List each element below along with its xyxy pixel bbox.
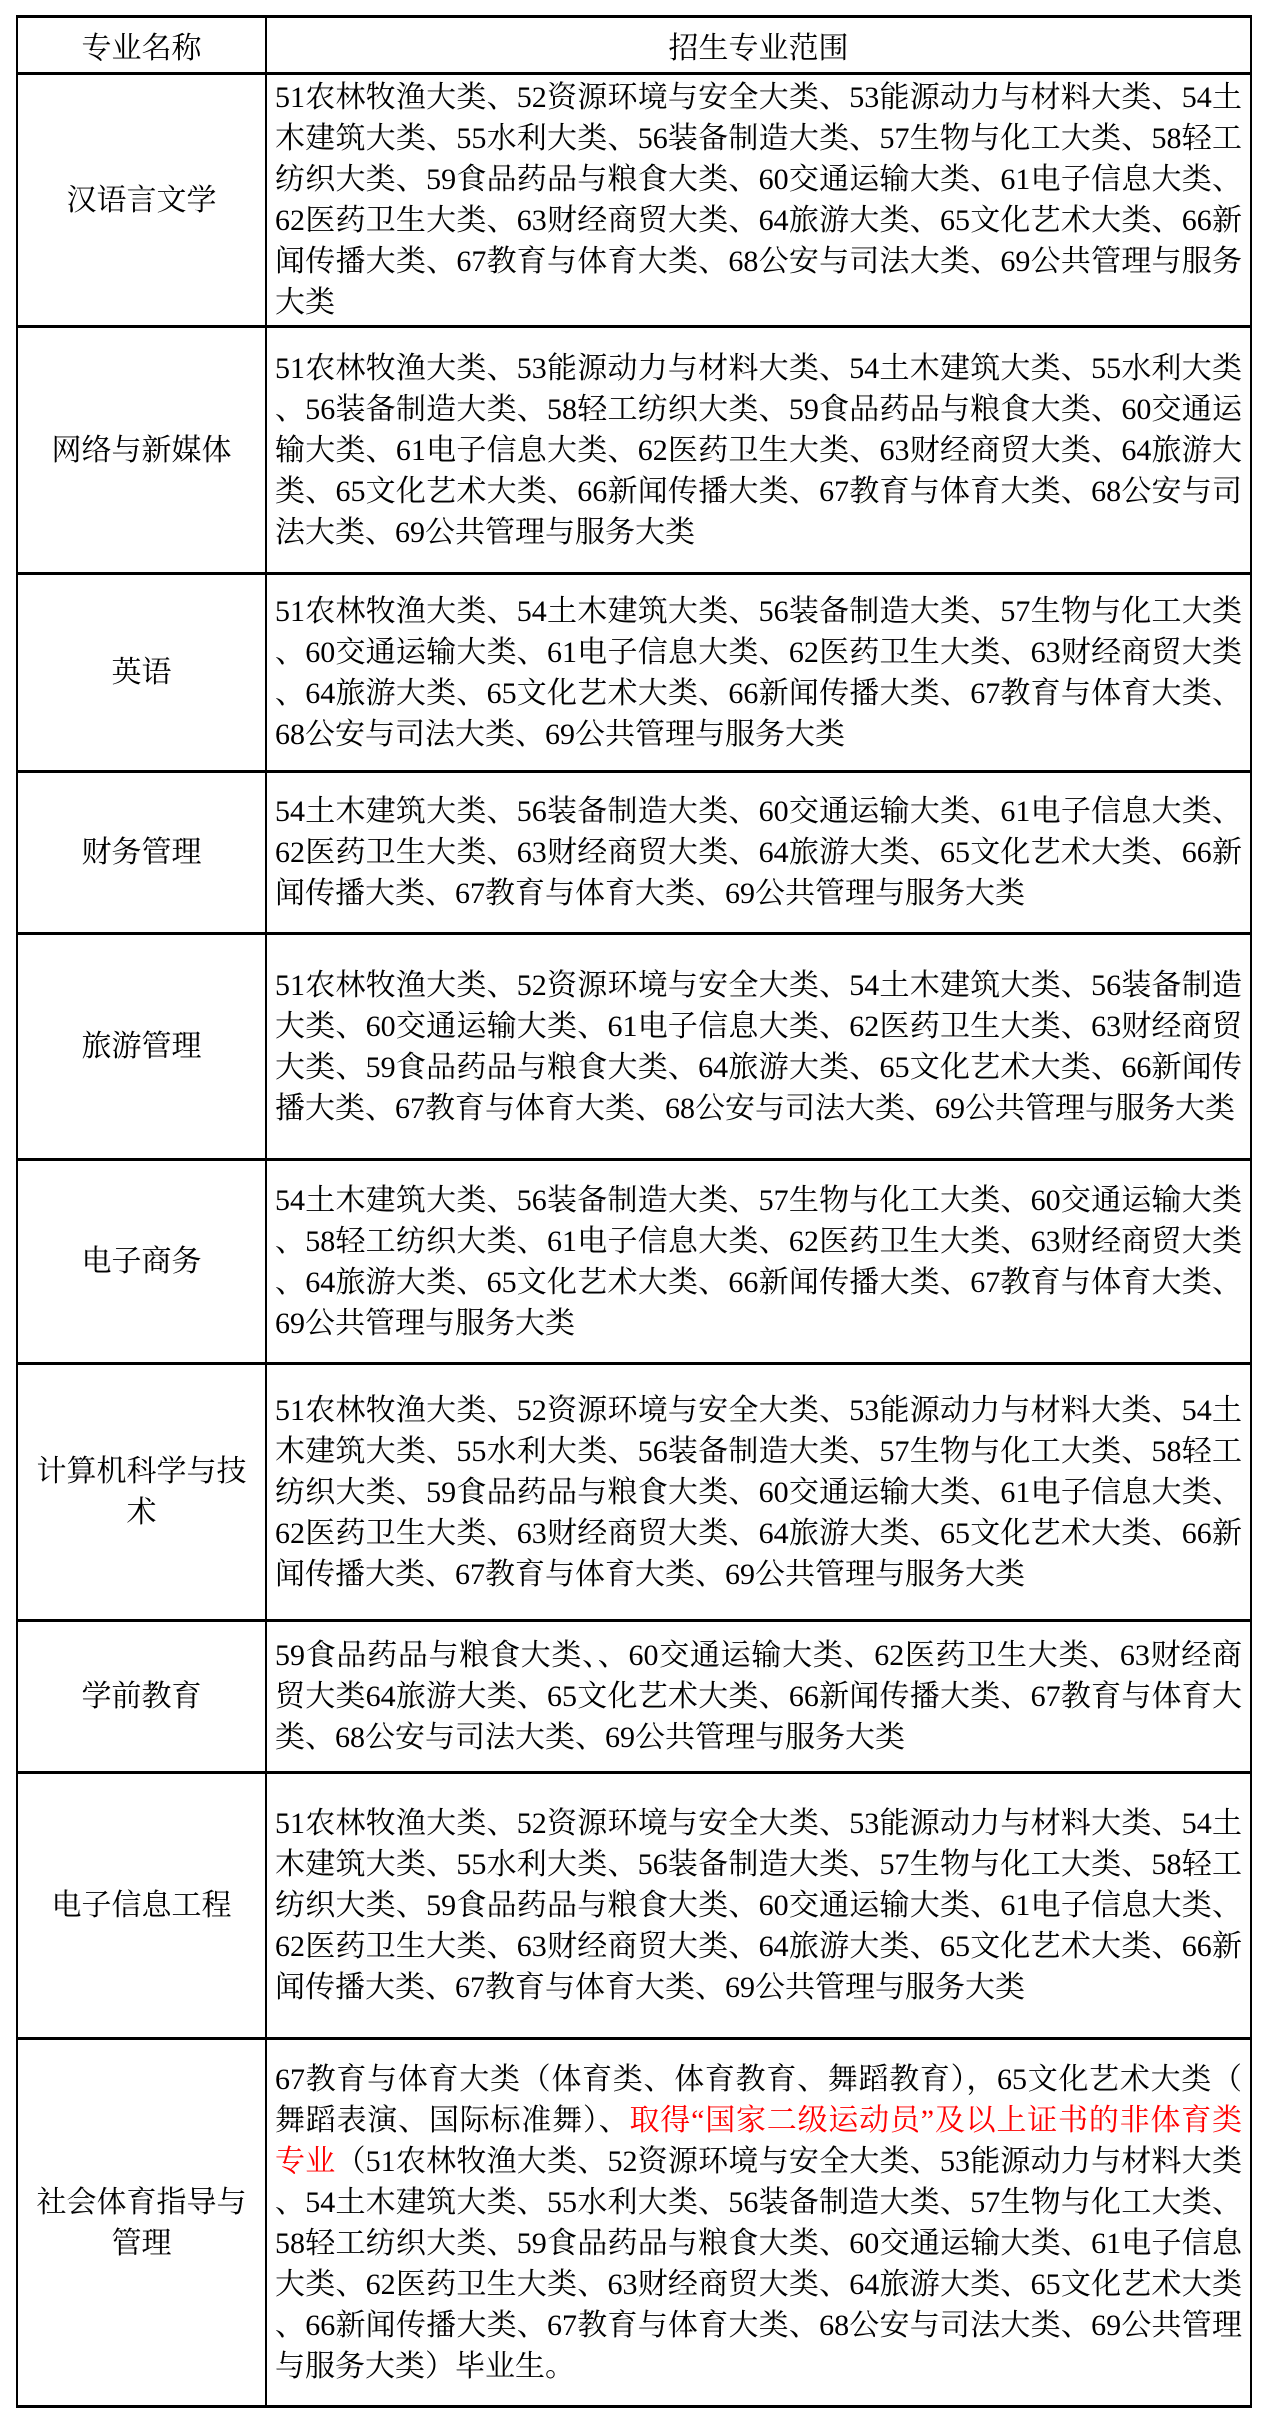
scope-text-red-highlight: 取得“国家二级运动员”及以上证书的非体育类专业 [275,2103,1242,2178]
table-row [17,1773,1251,2039]
major-name-cell: 旅游管理 [17,934,266,1160]
major-name-cell: 社会体育指导与管理 [17,2039,266,2407]
col-header-major: 专业名称 [17,17,266,74]
col-header-scope: 招生专业范围 [266,17,1251,74]
scope-cell: 59食品药品与粮食大类、、60交通运输大类、62医药卫生大类、63财经商贸大类64旅游大类、65文化艺术大类、66新闻传播大类、67教育与体育大类、68公安与司法大类、69公共管理与服务大类 [266,1621,1251,1773]
table-row [17,1621,1251,1773]
scope-cell: 51农林牧渔大类、52资源环境与安全大类、54土木建筑大类、56装备制造大类、60交通运输大类、61电子信息大类、62医药卫生大类、63财经商贸大类、59食品药品与粮食大类、64旅游大类、65文化艺术大类、66新闻传播大类、67教育与体育大类、68公安与司法大类、69公共管理与服务大类 [266,934,1251,1160]
table-row [17,74,1251,327]
table-row [17,574,1251,772]
scope-cell: 51农林牧渔大类、53能源动力与材料大类、54土木建筑大类、55水利大类、56装备制造大类、58轻工纺织大类、59食品药品与粮食大类、60交通运输大类、61电子信息大类、62医药卫生大类、63财经商贸大类、64旅游大类、65文化艺术大类、66新闻传播大类、67教育与体育大类、68公安与司法大类、69公共管理与服务大类 [266,327,1251,574]
scope-cell: 51农林牧渔大类、52资源环境与安全大类、53能源动力与材料大类、54土木建筑大类、55水利大类、56装备制造大类、57生物与化工大类、58轻工纺织大类、59食品药品与粮食大类、60交通运输大类、61电子信息大类、62医药卫生大类、63财经商贸大类、64旅游大类、65文化艺术大类、66新闻传播大类、67教育与体育大类、68公安与司法大类、69公共管理与服务大类 [266,74,1251,327]
scope-text: 67教育与体育大类（体育类、体育教育、舞蹈教育），65文化艺术大类（舞蹈表演、国际标准舞）、 [275,2062,1242,2137]
major-name-cell: 汉语言文学 [17,74,266,327]
major-name-cell: 学前教育 [17,1621,266,1773]
admission-scope-table [16,15,1252,2408]
table-row [17,934,1251,1160]
major-name-cell: 计算机科学与技术 [17,1364,266,1621]
table-row [17,772,1251,934]
scope-cell: 51农林牧渔大类、52资源环境与安全大类、53能源动力与材料大类、54土木建筑大类、55水利大类、56装备制造大类、57生物与化工大类、58轻工纺织大类、59食品药品与粮食大类、60交通运输大类、61电子信息大类、62医药卫生大类、63财经商贸大类、64旅游大类、65文化艺术大类、66新闻传播大类、67教育与体育大类、69公共管理与服务大类 [266,1773,1251,2039]
major-name-cell: 英语 [17,574,266,772]
table-row [17,2039,1251,2407]
table-row [17,327,1251,574]
major-name-cell: 财务管理 [17,772,266,934]
table-row [17,1364,1251,1621]
major-name-cell: 网络与新媒体 [17,327,266,574]
major-name-cell: 电子信息工程 [17,1773,266,2039]
major-name-cell: 电子商务 [17,1160,266,1364]
header-row [17,17,1251,74]
scope-cell: 51农林牧渔大类、54土木建筑大类、56装备制造大类、57生物与化工大类、60交通运输大类、61电子信息大类、62医药卫生大类、63财经商贸大类、64旅游大类、65文化艺术大类、66新闻传播大类、67教育与体育大类、68公安与司法大类、69公共管理与服务大类 [266,574,1251,772]
table-row [17,1160,1251,1364]
scope-cell: 54土木建筑大类、56装备制造大类、60交通运输大类、61电子信息大类、62医药卫生大类、63财经商贸大类、64旅游大类、65文化艺术大类、66新闻传播大类、67教育与体育大类、69公共管理与服务大类 [266,772,1251,934]
scope-cell: 54土木建筑大类、56装备制造大类、57生物与化工大类、60交通运输大类、58轻工纺织大类、61电子信息大类、62医药卫生大类、63财经商贸大类、64旅游大类、65文化艺术大类、66新闻传播大类、67教育与体育大类、69公共管理与服务大类 [266,1160,1251,1364]
scope-text: （51农林牧渔大类、52资源环境与安全大类、53能源动力与材料大类、54土木建筑大类、55水利大类、56装备制造大类、57生物与化工大类、58轻工纺织大类、59食品药品与粮食大类、60交通运输大类、61电子信息大类、62医药卫生大类、63财经商贸大类、64旅游大类、65文化艺术大类、66新闻传播大类、67教育与体育大类、68公安与司法大类、69公共管理与服务大类）毕业生。 [275,2144,1243,2383]
scope-cell [266,2039,1251,2407]
scope-cell: 51农林牧渔大类、52资源环境与安全大类、53能源动力与材料大类、54土木建筑大类、55水利大类、56装备制造大类、57生物与化工大类、58轻工纺织大类、59食品药品与粮食大类、60交通运输大类、61电子信息大类、62医药卫生大类、63财经商贸大类、64旅游大类、65文化艺术大类、66新闻传播大类、67教育与体育大类、69公共管理与服务大类 [266,1364,1251,1621]
